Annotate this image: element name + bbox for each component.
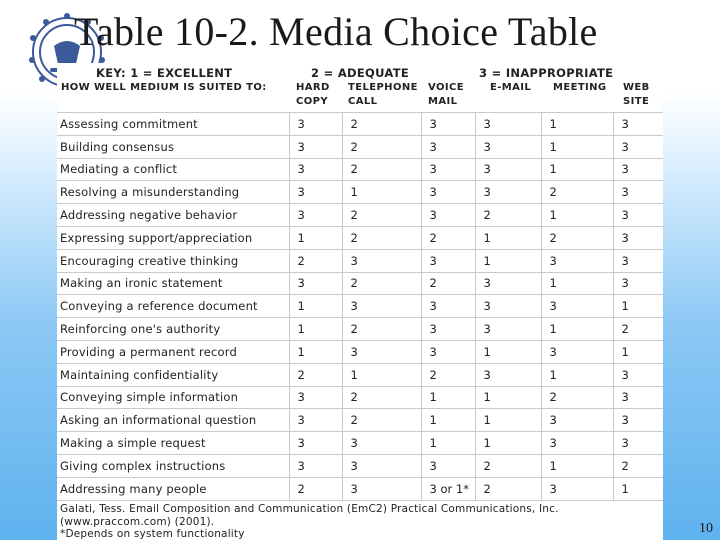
table-row bbox=[57, 249, 663, 272]
rating-cell: 3 bbox=[421, 113, 475, 136]
rating-cell: 3 bbox=[289, 409, 342, 432]
rating-cell: 3 bbox=[613, 204, 663, 227]
rating-cell: 1 bbox=[475, 249, 541, 272]
rating-cell: 3 bbox=[475, 318, 541, 341]
rating-cell: 3 bbox=[613, 409, 663, 432]
rating-cell: 1 bbox=[541, 272, 613, 295]
table-row bbox=[57, 158, 663, 181]
rating-cell: 1 bbox=[289, 318, 342, 341]
rating-cell: 3 bbox=[613, 113, 663, 136]
rating-cell: 2 bbox=[421, 363, 475, 386]
rating-cell: 3 bbox=[421, 204, 475, 227]
page-number: 10 bbox=[699, 521, 713, 536]
rating-cell: 3 bbox=[475, 113, 541, 136]
table-footnote bbox=[60, 503, 659, 541]
rating-cell: 3 bbox=[613, 181, 663, 204]
header-web-site: WEB SITE bbox=[623, 82, 650, 107]
rating-cell: 3 bbox=[289, 204, 342, 227]
table-row bbox=[57, 226, 663, 249]
rating-cell: 1 bbox=[342, 181, 421, 204]
table-key bbox=[96, 66, 663, 80]
rating-cell: 3 bbox=[475, 181, 541, 204]
table-row bbox=[57, 432, 663, 455]
rating-cell: 3 bbox=[613, 363, 663, 386]
rating-cell: 3 bbox=[475, 272, 541, 295]
task-cell: Making a simple request bbox=[57, 432, 289, 455]
task-cell: Addressing many people bbox=[57, 477, 289, 500]
rating-cell: 1 bbox=[613, 340, 663, 363]
rating-cell: 2 bbox=[613, 318, 663, 341]
media-choice-table bbox=[57, 112, 663, 501]
rating-cell: 3 bbox=[613, 226, 663, 249]
rating-cell: 3 bbox=[541, 340, 613, 363]
table-row bbox=[57, 409, 663, 432]
rating-cell: 3 bbox=[421, 295, 475, 318]
rating-cell: 2 bbox=[541, 181, 613, 204]
table-row bbox=[57, 318, 663, 341]
table-row bbox=[57, 272, 663, 295]
rating-cell: 3 bbox=[613, 158, 663, 181]
key-excellent: KEY: 1 = EXCELLENT bbox=[96, 66, 233, 80]
rating-cell: 1 bbox=[541, 158, 613, 181]
rating-cell: 3 bbox=[475, 295, 541, 318]
rating-cell: 3 or 1* bbox=[421, 477, 475, 500]
rating-cell: 3 bbox=[289, 386, 342, 409]
rating-cell: 2 bbox=[342, 226, 421, 249]
task-cell: Conveying a reference document bbox=[57, 295, 289, 318]
task-cell: Mediating a conflict bbox=[57, 158, 289, 181]
rating-cell: 2 bbox=[342, 318, 421, 341]
table-row bbox=[57, 135, 663, 158]
rating-cell: 1 bbox=[541, 318, 613, 341]
rating-cell: 2 bbox=[475, 477, 541, 500]
rating-cell: 1 bbox=[541, 363, 613, 386]
rating-cell: 3 bbox=[289, 432, 342, 455]
rating-cell: 2 bbox=[342, 158, 421, 181]
rating-cell: 1 bbox=[289, 295, 342, 318]
rating-cell: 3 bbox=[541, 477, 613, 500]
rating-cell: 2 bbox=[475, 204, 541, 227]
table-row bbox=[57, 340, 663, 363]
rating-cell: 1 bbox=[475, 409, 541, 432]
rating-cell: 1 bbox=[475, 432, 541, 455]
task-cell: Assessing commitment bbox=[57, 113, 289, 136]
rating-cell: 3 bbox=[541, 249, 613, 272]
rating-cell: 3 bbox=[475, 135, 541, 158]
rating-cell: 2 bbox=[613, 454, 663, 477]
header-telephone-call: TELEPHONE CALL bbox=[348, 82, 418, 107]
rating-cell: 3 bbox=[342, 454, 421, 477]
rating-cell: 3 bbox=[421, 454, 475, 477]
table-row bbox=[57, 477, 663, 500]
table-row bbox=[57, 181, 663, 204]
task-cell: Expressing support/appreciation bbox=[57, 226, 289, 249]
key-inappropriate: 3 = INAPPROPRIATE bbox=[479, 66, 614, 80]
task-cell: Asking an informational question bbox=[57, 409, 289, 432]
table-row bbox=[57, 295, 663, 318]
rating-cell: 3 bbox=[421, 340, 475, 363]
header-voice-mail: VOICE MAIL bbox=[428, 82, 464, 107]
task-cell: Encouraging creative thinking bbox=[57, 249, 289, 272]
rating-cell: 2 bbox=[421, 226, 475, 249]
rating-cell: 3 bbox=[541, 295, 613, 318]
header-email: E-MAIL bbox=[490, 82, 532, 93]
rating-cell: 3 bbox=[289, 454, 342, 477]
rating-cell: 2 bbox=[541, 386, 613, 409]
rating-cell: 2 bbox=[475, 454, 541, 477]
system-functionality-note: *Depends on system functionality bbox=[60, 528, 245, 540]
rating-cell: 2 bbox=[289, 249, 342, 272]
header-meeting: MEETING bbox=[553, 82, 607, 93]
rating-cell: 3 bbox=[421, 158, 475, 181]
rating-cell: 3 bbox=[475, 158, 541, 181]
table-row bbox=[57, 386, 663, 409]
rating-cell: 1 bbox=[475, 226, 541, 249]
rating-cell: 3 bbox=[613, 432, 663, 455]
rating-cell: 1 bbox=[613, 295, 663, 318]
task-cell: Maintaining confidentiality bbox=[57, 363, 289, 386]
rating-cell: 3 bbox=[541, 432, 613, 455]
media-choice-table-card bbox=[57, 63, 663, 540]
rating-cell: 1 bbox=[541, 204, 613, 227]
citation-line-2: (www.praccom.com) (2001). bbox=[60, 515, 215, 528]
table-header bbox=[57, 81, 663, 111]
rating-cell: 1 bbox=[541, 454, 613, 477]
task-cell: Addressing negative behavior bbox=[57, 204, 289, 227]
slide-title: Table 10-2. Media Choice Table bbox=[74, 9, 598, 54]
header-hard-copy: HARD COPY bbox=[296, 82, 330, 107]
rating-cell: 3 bbox=[421, 135, 475, 158]
rating-cell: 1 bbox=[342, 363, 421, 386]
rating-cell: 3 bbox=[613, 249, 663, 272]
task-cell: Conveying simple information bbox=[57, 386, 289, 409]
rating-cell: 1 bbox=[421, 386, 475, 409]
rating-cell: 3 bbox=[421, 318, 475, 341]
key-adequate: 2 = ADEQUATE bbox=[311, 66, 410, 80]
rating-cell: 3 bbox=[342, 249, 421, 272]
rating-cell: 1 bbox=[541, 135, 613, 158]
rating-cell: 2 bbox=[342, 135, 421, 158]
rating-cell: 1 bbox=[613, 477, 663, 500]
rating-cell: 3 bbox=[541, 409, 613, 432]
rating-cell: 2 bbox=[342, 204, 421, 227]
task-cell: Resolving a misunderstanding bbox=[57, 181, 289, 204]
rating-cell: 3 bbox=[342, 432, 421, 455]
rating-cell: 2 bbox=[289, 363, 342, 386]
rating-cell: 2 bbox=[342, 272, 421, 295]
rating-cell: 3 bbox=[342, 295, 421, 318]
rating-cell: 1 bbox=[289, 226, 342, 249]
rating-cell: 3 bbox=[421, 181, 475, 204]
rating-cell: 2 bbox=[342, 409, 421, 432]
rating-cell: 3 bbox=[475, 363, 541, 386]
rating-cell: 2 bbox=[541, 226, 613, 249]
rating-cell: 3 bbox=[613, 135, 663, 158]
rating-cell: 3 bbox=[342, 477, 421, 500]
citation-line-1: Galati, Tess. Email Composition and Communication (EmC2) Practical Communications, Inc. bbox=[60, 503, 559, 515]
rating-cell: 3 bbox=[289, 181, 342, 204]
task-cell: Providing a permanent record bbox=[57, 340, 289, 363]
rating-cell: 1 bbox=[421, 409, 475, 432]
table-row bbox=[57, 363, 663, 386]
rating-cell: 2 bbox=[421, 272, 475, 295]
rating-cell: 1 bbox=[421, 432, 475, 455]
rating-cell: 1 bbox=[475, 340, 541, 363]
rating-cell: 3 bbox=[613, 272, 663, 295]
rating-cell: 3 bbox=[613, 386, 663, 409]
rating-cell: 3 bbox=[342, 340, 421, 363]
task-cell: Building consensus bbox=[57, 135, 289, 158]
task-cell: Making an ironic statement bbox=[57, 272, 289, 295]
table-row bbox=[57, 454, 663, 477]
rating-cell: 2 bbox=[342, 386, 421, 409]
rating-cell: 3 bbox=[289, 158, 342, 181]
rating-cell: 3 bbox=[421, 249, 475, 272]
rating-cell: 3 bbox=[289, 272, 342, 295]
rating-cell: 1 bbox=[475, 386, 541, 409]
task-cell: Reinforcing one's authority bbox=[57, 318, 289, 341]
rating-cell: 1 bbox=[541, 113, 613, 136]
task-cell: Giving complex instructions bbox=[57, 454, 289, 477]
rating-cell: 2 bbox=[289, 477, 342, 500]
header-task: HOW WELL MEDIUM IS SUITED TO: bbox=[61, 82, 267, 93]
rating-cell: 3 bbox=[289, 113, 342, 136]
rating-cell: 3 bbox=[289, 135, 342, 158]
rating-cell: 2 bbox=[342, 113, 421, 136]
table-row bbox=[57, 113, 663, 136]
table-row bbox=[57, 204, 663, 227]
rating-cell: 1 bbox=[289, 340, 342, 363]
